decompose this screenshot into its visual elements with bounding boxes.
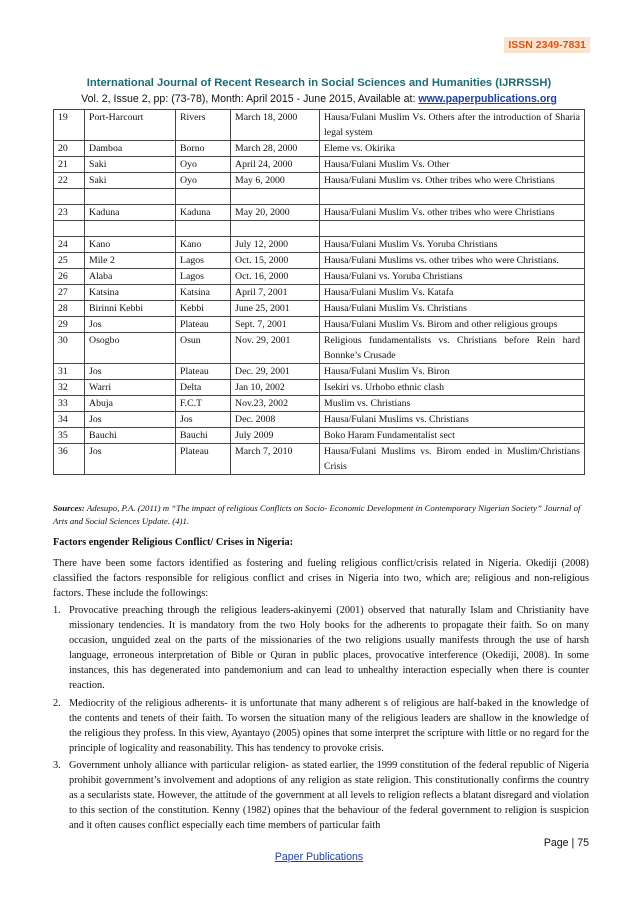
table-row bbox=[54, 189, 585, 205]
list-text: Provocative preaching through the religious leaders-akinyemi (2001) observed that naturally Islam and Christianity have missionary tendencies. It is mandatory from the two Holy books for the adherents to propagate their faith. So on many occasion, unguided zeal on the parts of the missionaries of the two religions usually manifests through the use of harsh language, erroneous interpretation of Bible or Quran in public places, provocative interference (Okediji, 2008). In some instances, this has degenerated into pandemonium and can lead to unhealthy interaction especially when there is counter reaction. bbox=[69, 605, 589, 691]
table-cell-state: Kano bbox=[176, 237, 231, 253]
table-cell-desc: Hausa/Fulani vs. Yoruba Christians bbox=[320, 269, 585, 285]
table-cell-city bbox=[85, 221, 176, 237]
table-row bbox=[54, 221, 585, 237]
table-cell-city: Abuja bbox=[85, 396, 176, 412]
table-cell-city: Bauchi bbox=[85, 428, 176, 444]
table-cell-desc: Eleme vs. Okirika bbox=[320, 141, 585, 157]
table-cell-desc: Hausa/Fulani Muslim Vs. Biron bbox=[320, 364, 585, 380]
table-cell-desc: Hausa/Fulani Muslims vs. other tribes who were Christians. bbox=[320, 253, 585, 269]
section-heading: Factors engender Religious Conflict/ Crises in Nigeria: bbox=[53, 537, 294, 548]
table-cell-date: Nov.23, 2002 bbox=[231, 396, 320, 412]
table-cell-no: 20 bbox=[54, 141, 85, 157]
table-cell-state: Plateau bbox=[176, 364, 231, 380]
table-cell-no: 23 bbox=[54, 205, 85, 221]
table-cell-desc: Muslim vs. Christians bbox=[320, 396, 585, 412]
table-cell-desc bbox=[320, 221, 585, 237]
journal-title: International Journal of Recent Research in Social Sciences and Humanities (IJRRSSH) bbox=[86, 77, 552, 89]
table-cell-city: Jos bbox=[85, 412, 176, 428]
table-cell-no: 30 bbox=[54, 333, 85, 364]
table-cell-date: March 18, 2000 bbox=[231, 110, 320, 141]
table-row bbox=[54, 301, 585, 317]
table-cell-date: Dec. 2008 bbox=[231, 412, 320, 428]
table-cell-desc: Hausa/Fulani Muslim Vs. Christians bbox=[320, 301, 585, 317]
table-cell-city: Osogbo bbox=[85, 333, 176, 364]
table-cell-city: Port-Harcourt bbox=[85, 110, 176, 141]
table-cell-city bbox=[85, 189, 176, 205]
table-cell-desc: Hausa/Fulani Muslim vs. Other tribes who were Christians bbox=[320, 173, 585, 189]
table-cell-state bbox=[176, 189, 231, 205]
sources-label: Sources: bbox=[53, 503, 85, 513]
table-cell-desc: Isekiri vs. Urhobo ethnic clash bbox=[320, 380, 585, 396]
table-cell-desc: Hausa/Fulani Muslims vs. Christians bbox=[320, 412, 585, 428]
table-row bbox=[54, 173, 585, 189]
table-cell-date: Oct. 16, 2000 bbox=[231, 269, 320, 285]
issn-badge: ISSN 2349-7831 bbox=[504, 37, 590, 53]
table-row bbox=[54, 237, 585, 253]
table-cell-date: Nov. 29, 2001 bbox=[231, 333, 320, 364]
table-row bbox=[54, 412, 585, 428]
table-cell-no bbox=[54, 221, 85, 237]
table-cell-desc: Hausa/Fulani Muslim Vs. Birom and other religious groups bbox=[320, 317, 585, 333]
table-cell-state: Bauchi bbox=[176, 428, 231, 444]
list-text: Government unholy alliance with particular religion- as stated earlier, the 1999 constitution of the federal republic of Nigeria prohibit government’s involvement and adoptions of any religion as state religion. This constitutionally confirms the country as a secularists state. However, the attitude of the government at all levels to religion reflects a blatant disregard and violation to this section of the constitution. Kenny (1982) opines that the behaviour of the federal government to religion is suspicion and it often causes conflict especially each time members of particular faith bbox=[69, 760, 589, 831]
table-row bbox=[54, 444, 585, 475]
table-cell-desc: Hausa/Fulani Muslims vs. Birom ended in Muslim/Christians Crisis bbox=[320, 444, 585, 475]
table-cell-city: Warri bbox=[85, 380, 176, 396]
table-cell-no: 25 bbox=[54, 253, 85, 269]
table-cell-desc: Hausa/Fulani Muslim Vs. Katafa bbox=[320, 285, 585, 301]
table-row bbox=[54, 396, 585, 412]
page-number: Page | 75 bbox=[543, 837, 589, 849]
table-cell-city: Kano bbox=[85, 237, 176, 253]
table-cell-date: Oct. 15, 2000 bbox=[231, 253, 320, 269]
list-text: Mediocrity of the religious adherents- it is unfortunate that many adherent s of religious are half-baked in the knowledge of the contents and tenets of their faith. To worsen the situation many of the religious leaders are shallow in the knowledge of the religious they profess. In this view, Ayantayo (2005) opines that some interpret the scripture with little or no regard for the principle of logicality and reasonability. This has tendency to provoke crisis. bbox=[69, 698, 589, 754]
list-number: 2. bbox=[53, 698, 61, 709]
table-row bbox=[54, 157, 585, 173]
list-item bbox=[53, 603, 589, 693]
table-cell-desc: Religious fundamentalists vs. Christians before Rein hard Bonnke’s Crusade bbox=[320, 333, 585, 364]
table-cell-city: Saki bbox=[85, 173, 176, 189]
intro-paragraph: There have been some factors identified as fostering and fueling religious conflict/crisis related in Nigeria. Okediji (2008) classified the factors responsible for religious conflict and crises in Nigeria into two, which are; religious and non-religious factors. These include the followings: bbox=[53, 558, 589, 599]
table-cell-state: Jos bbox=[176, 412, 231, 428]
table-cell-no: 34 bbox=[54, 412, 85, 428]
table-cell-date: April 24, 2000 bbox=[231, 157, 320, 173]
table-cell-no: 32 bbox=[54, 380, 85, 396]
table-cell-state: Osun bbox=[176, 333, 231, 364]
table-cell-state: Delta bbox=[176, 380, 231, 396]
table-cell-date: May 6, 2000 bbox=[231, 173, 320, 189]
table-cell-date: March 28, 2000 bbox=[231, 141, 320, 157]
journal-meta-text: Vol. 2, Issue 2, pp: (73-78), Month: April 2015 - June 2015, Available at: bbox=[81, 93, 419, 105]
table-cell-no: 31 bbox=[54, 364, 85, 380]
table-cell-city: Jos bbox=[85, 444, 176, 475]
table-cell-no: 24 bbox=[54, 237, 85, 253]
list-item bbox=[53, 696, 589, 756]
table-cell-desc: Hausa/Fulani Muslim Vs. Yoruba Christians bbox=[320, 237, 585, 253]
table-cell-desc: Hausa/Fulani Muslim Vs. other tribes who were Christians bbox=[320, 205, 585, 221]
table-cell-state: Oyo bbox=[176, 157, 231, 173]
publisher-link[interactable]: Paper Publications bbox=[274, 851, 364, 863]
journal-meta bbox=[0, 93, 638, 105]
table-row bbox=[54, 380, 585, 396]
sources-text: Adesupo, P.A. (2011) m “The impact of religious Conflicts on Socio- Economic Development in Contemporary Nigerian Society” Journal of Arts and Social Sciences Update. (4)1. bbox=[53, 503, 581, 526]
table-cell-city: Mile 2 bbox=[85, 253, 176, 269]
table-cell-city: Saki bbox=[85, 157, 176, 173]
table-cell-desc bbox=[320, 189, 585, 205]
table-cell-state: Kebbi bbox=[176, 301, 231, 317]
table-row bbox=[54, 110, 585, 141]
journal-url-link[interactable]: www.paperpublications.org bbox=[418, 93, 557, 105]
table-row bbox=[54, 317, 585, 333]
table-cell-no: 29 bbox=[54, 317, 85, 333]
table-row bbox=[54, 333, 585, 364]
table-cell-city: Birinni Kebbi bbox=[85, 301, 176, 317]
table-cell-no bbox=[54, 189, 85, 205]
table-cell-no: 35 bbox=[54, 428, 85, 444]
table-cell-date bbox=[231, 189, 320, 205]
table-row bbox=[54, 285, 585, 301]
incidents-table bbox=[53, 109, 585, 475]
table-row bbox=[54, 253, 585, 269]
table-cell-no: 36 bbox=[54, 444, 85, 475]
list-number: 1. bbox=[53, 605, 61, 616]
list-number: 3. bbox=[53, 760, 61, 771]
table-cell-city: Jos bbox=[85, 317, 176, 333]
table-cell-date: April 7, 2001 bbox=[231, 285, 320, 301]
table-cell-state: Lagos bbox=[176, 253, 231, 269]
table-cell-no: 21 bbox=[54, 157, 85, 173]
table-cell-state: Plateau bbox=[176, 444, 231, 475]
table-cell-state: Borno bbox=[176, 141, 231, 157]
table-cell-state: Lagos bbox=[176, 269, 231, 285]
table-sources bbox=[53, 502, 593, 528]
table-cell-date: Sept. 7, 2001 bbox=[231, 317, 320, 333]
table-cell-state bbox=[176, 221, 231, 237]
table-cell-no: 22 bbox=[54, 173, 85, 189]
table-cell-date bbox=[231, 221, 320, 237]
table-cell-city: Damboa bbox=[85, 141, 176, 157]
table-cell-state: Kaduna bbox=[176, 205, 231, 221]
table-row bbox=[54, 205, 585, 221]
table-cell-state: Plateau bbox=[176, 317, 231, 333]
table-cell-no: 28 bbox=[54, 301, 85, 317]
table-cell-date: July 12, 2000 bbox=[231, 237, 320, 253]
table-row bbox=[54, 269, 585, 285]
list-item bbox=[53, 758, 589, 833]
table-cell-desc: Hausa/Fulani Muslim Vs. Others after the introduction of Sharia legal system bbox=[320, 110, 585, 141]
table-cell-no: 33 bbox=[54, 396, 85, 412]
table-cell-date: May 20, 2000 bbox=[231, 205, 320, 221]
table-cell-city: Alaba bbox=[85, 269, 176, 285]
table-cell-no: 27 bbox=[54, 285, 85, 301]
table-cell-date: July 2009 bbox=[231, 428, 320, 444]
table-cell-no: 19 bbox=[54, 110, 85, 141]
table-cell-date: March 7, 2010 bbox=[231, 444, 320, 475]
table-cell-city: Kaduna bbox=[85, 205, 176, 221]
table-row bbox=[54, 428, 585, 444]
table-cell-desc: Boko Haram Fundamentalist sect bbox=[320, 428, 585, 444]
table-cell-state: Rivers bbox=[176, 110, 231, 141]
table-cell-date: Jan 10, 2002 bbox=[231, 380, 320, 396]
table-cell-state: Katsina bbox=[176, 285, 231, 301]
table-cell-state: F.C.T bbox=[176, 396, 231, 412]
table-cell-no: 26 bbox=[54, 269, 85, 285]
table-cell-city: Jos bbox=[85, 364, 176, 380]
table-cell-desc: Hausa/Fulani Muslim Vs. Other bbox=[320, 157, 585, 173]
table-cell-city: Katsina bbox=[85, 285, 176, 301]
table-cell-date: Dec. 29, 2001 bbox=[231, 364, 320, 380]
table-row bbox=[54, 364, 585, 380]
table-row bbox=[54, 141, 585, 157]
table-cell-date: June 25, 2001 bbox=[231, 301, 320, 317]
table-cell-state: Oyo bbox=[176, 173, 231, 189]
